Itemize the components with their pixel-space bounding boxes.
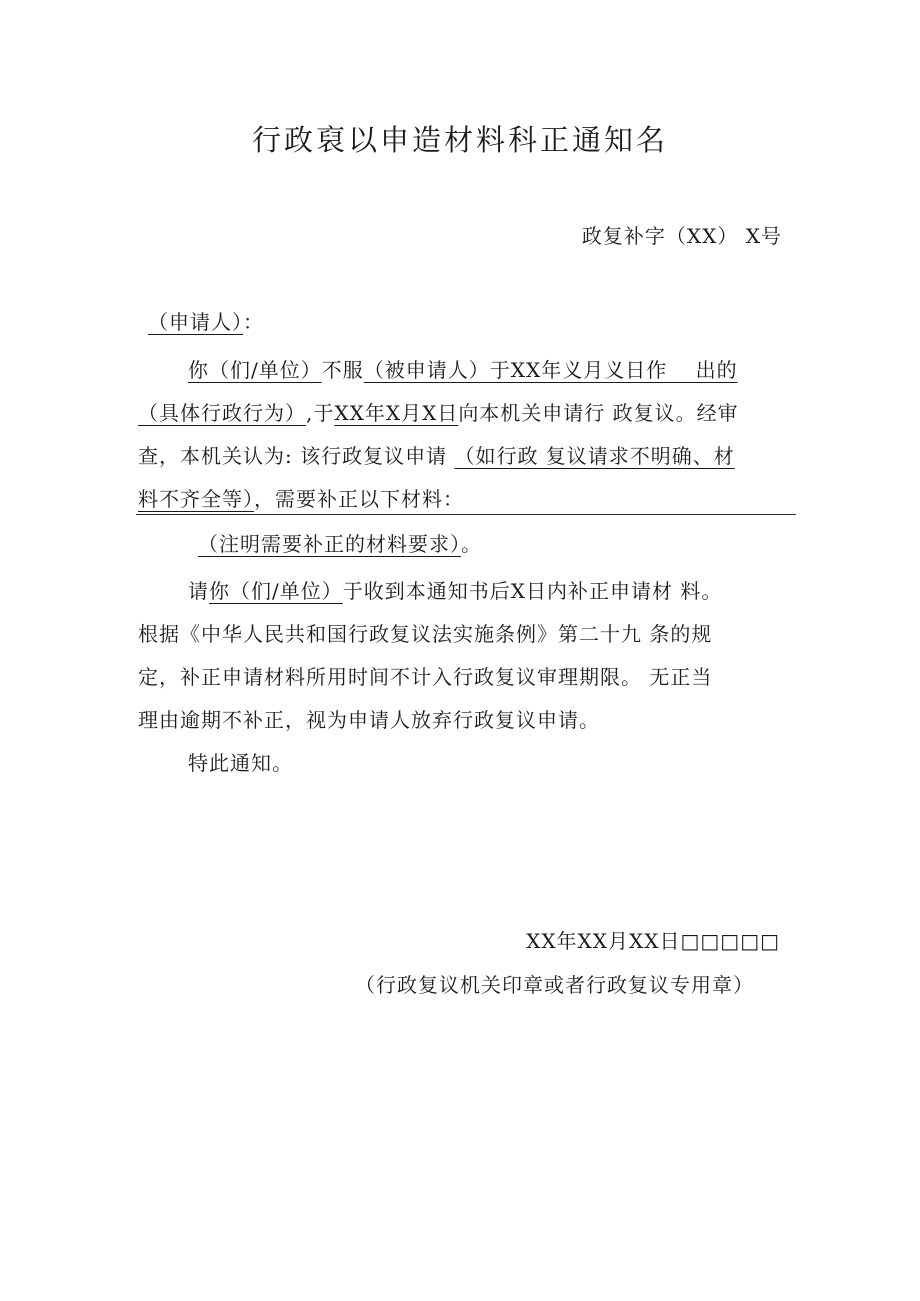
para1-line-1 — [188, 354, 738, 383]
para2-party: 你（们/单位） — [209, 579, 343, 603]
para1-reason-cont: 料不齐全等） — [138, 487, 254, 511]
closing-text: 特此通知。 — [188, 751, 293, 775]
para2-text: 于收到本通知书后X日内补正申请材 料。 — [342, 579, 723, 603]
para2-line-1 — [188, 575, 722, 604]
horizontal-rule — [136, 514, 796, 515]
para1-date: XX年X月X日 — [334, 401, 459, 425]
para1-text: 查，本机关认为: 该行政复议申请 — [138, 444, 455, 468]
requirement-end: 。 — [461, 532, 482, 556]
document-number: 政复补字（XX） X号 — [581, 224, 782, 248]
signature-date: XX年XX月XX日□□□□□ — [526, 929, 780, 953]
salutation-line — [148, 306, 264, 335]
para2-text: 请 — [188, 579, 209, 603]
para1-respondent: （被申请人）于XX年义月义日作 出的 — [363, 358, 738, 382]
para1-line-2 — [138, 397, 739, 426]
requirement-line — [198, 528, 482, 557]
para1-party: 你（们/单位） — [188, 358, 322, 382]
para1-reason: （如行政 复议请求不明确、材 — [454, 444, 735, 468]
document-title: 行政裒以申造材料科正通知名 — [251, 123, 668, 157]
para1-action: （具体行政行为） — [138, 401, 306, 425]
para1-text: 向本机关申请行 政复议。经审 — [458, 401, 739, 425]
para1-line-4 — [138, 483, 464, 512]
salutation-colon: ： — [243, 310, 264, 334]
para1-line-3 — [138, 440, 735, 469]
salutation-applicant: （申请人） — [148, 310, 243, 334]
para2-line-2: 根据《中华人民共和国行政复议法实施条例》第二十九 条的规 — [138, 622, 713, 646]
para1-text: ，需要补正以下材料： — [254, 487, 464, 511]
para2-line-3: 定，补正申请材料所用时间不计入行政复议审理期限。 无正当 — [138, 665, 713, 689]
para2-line-4: 理由逾期不补正，视为申请人放弃行政复议申请。 — [138, 708, 600, 732]
material-requirement: （注明需要补正的材料要求） — [198, 532, 461, 556]
seal-note: （行政复议机关印章或者行政复议专用章） — [355, 973, 754, 997]
para1-text: 不服 — [321, 358, 364, 382]
para1-text: ,于 — [306, 401, 335, 425]
